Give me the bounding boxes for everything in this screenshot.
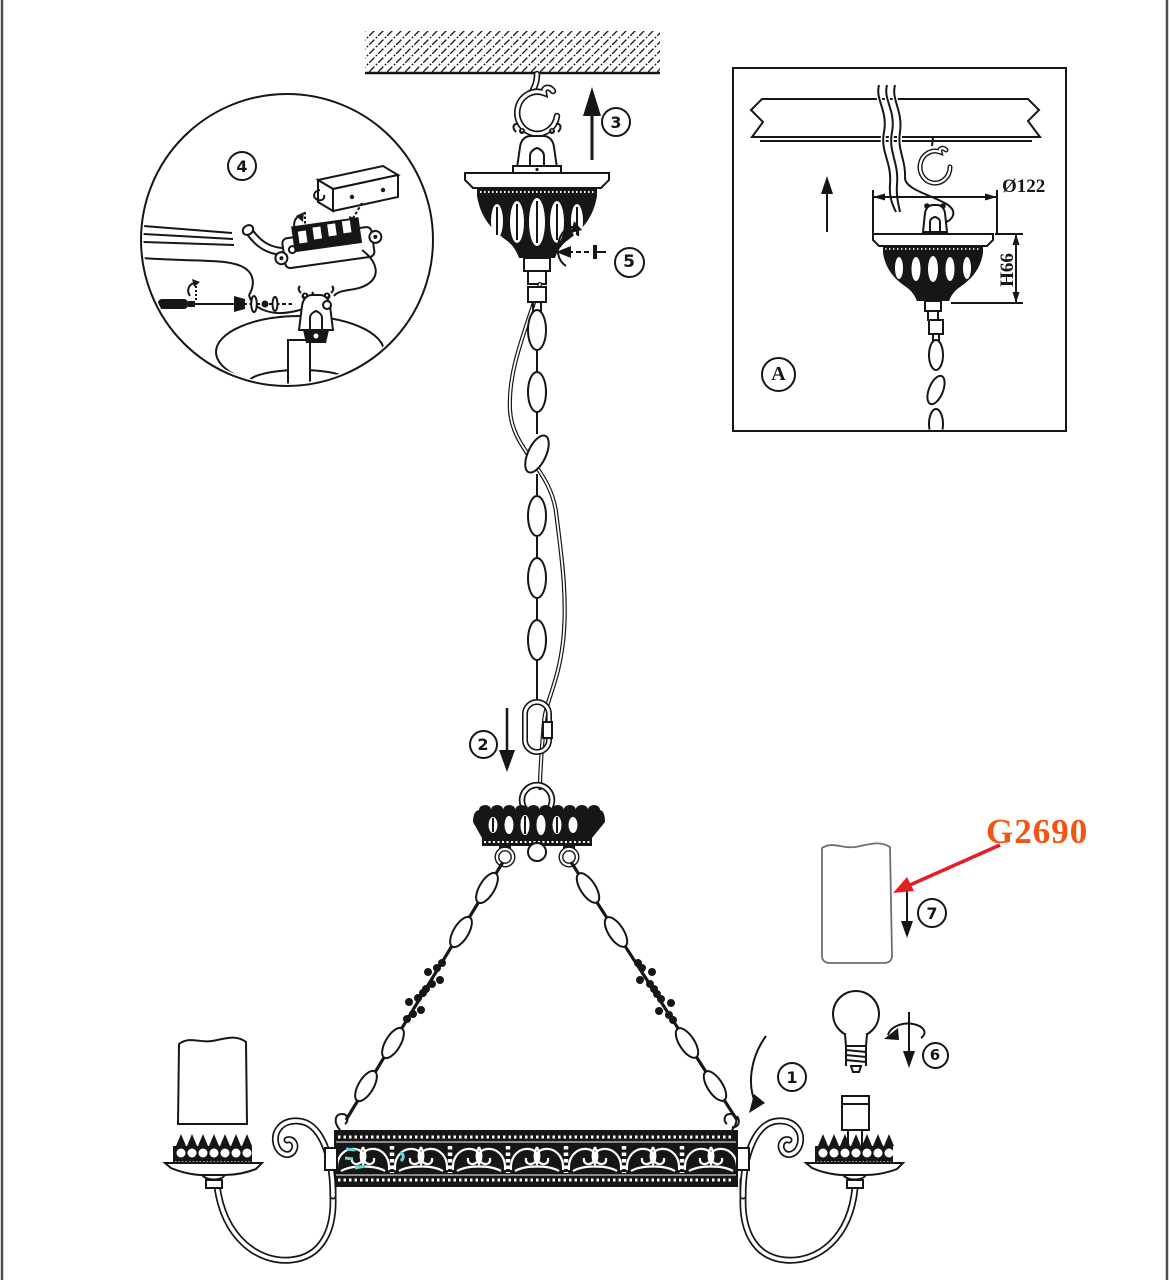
arrow-up-step3 (583, 87, 601, 160)
decorative-band (334, 1114, 738, 1187)
right-chain-ornament (634, 959, 677, 1024)
arrow-curved-step1 (749, 1036, 766, 1113)
arrow-down-step2 (499, 708, 515, 772)
step-2-badge (469, 730, 498, 759)
step-1-badge (777, 1062, 807, 1092)
rotate-icon-step6 (884, 1012, 924, 1068)
candle-sleeve-part (822, 843, 913, 963)
wiring-detail-inset (141, 94, 433, 396)
right-candle-crown (815, 1134, 894, 1164)
height-dimension-label: H66 (997, 253, 1018, 287)
step-5-number: 5 (623, 252, 635, 272)
step-6-number: 6 (929, 1046, 941, 1064)
left-candle-assembly (165, 1038, 337, 1261)
left-candle-crown (173, 1134, 252, 1164)
ceiling (365, 31, 660, 73)
canopy (465, 173, 609, 284)
step-4-number: 4 (236, 156, 248, 176)
step-1-number: 1 (786, 1067, 798, 1087)
step-3-number: 3 (610, 112, 622, 132)
detail-a-label (761, 357, 796, 392)
light-bulb-icon (833, 991, 879, 1072)
quick-link-connector (525, 702, 552, 752)
step-5-badge (614, 247, 645, 278)
step-6-badge (922, 1042, 949, 1069)
step-7-badge (917, 898, 947, 928)
diameter-dimension-label: Ø122 (1002, 176, 1046, 197)
product-code-arrow (893, 845, 1000, 893)
right-frame-chain (571, 862, 739, 1127)
crown-bobeche (473, 785, 605, 865)
left-candle-sleeve (178, 1038, 247, 1124)
right-candle-socket (842, 1096, 869, 1130)
step-7-number: 7 (926, 903, 938, 923)
left-chain-ornament (403, 959, 446, 1023)
left-frame-chain (346, 862, 503, 1120)
left-candle-dish (165, 1163, 262, 1175)
step-4-badge (227, 151, 257, 181)
step-2-number: 2 (477, 734, 489, 754)
detail-a-letter: A (771, 363, 786, 385)
step-3-badge (601, 107, 631, 137)
ceiling-hook-icon (517, 74, 557, 134)
right-candle-dish (806, 1163, 903, 1175)
product-code-label: G2690 (986, 812, 1089, 851)
suspension-chain (520, 287, 553, 702)
inset-bracket (923, 203, 947, 232)
right-candle-assembly (737, 1096, 903, 1260)
